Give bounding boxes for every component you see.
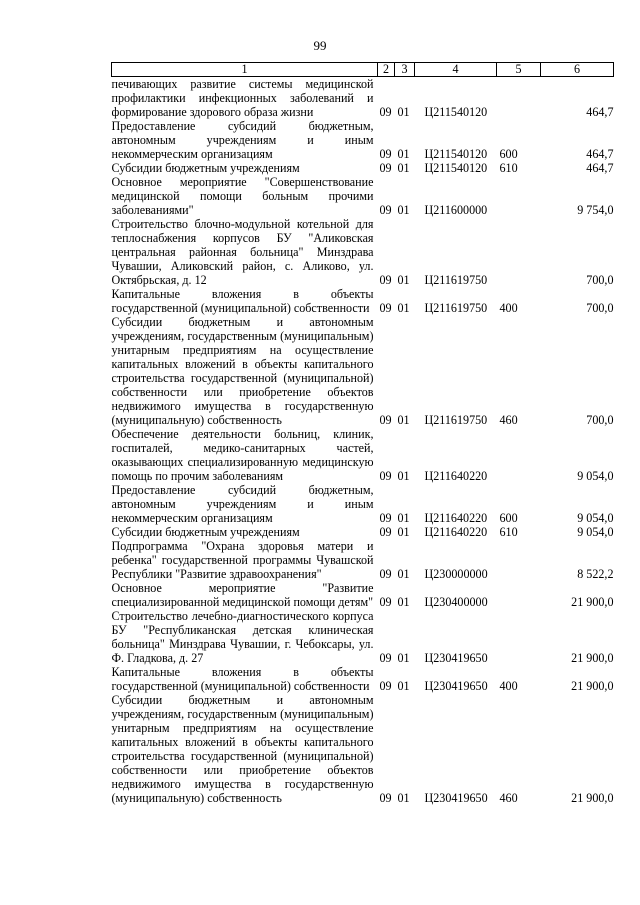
row-section: 09 (379, 105, 392, 119)
row-expense-type: 610 (499, 161, 518, 175)
row-subsection: 01 (397, 161, 410, 175)
row-name: Субсидии бюджетным и автономным учреждениям, государственным (муниципальным) унитарным предприятиям на осуществление капитальных вложений в объекты капитального строительства государственной (муниципальной) собственности или приобретение объектов недвижимого имущества в государственную (муниципальную) собственность (111, 315, 374, 427)
row-expense-type: 400 (499, 679, 518, 693)
row-subsection: 01 (397, 469, 410, 483)
table-row (112, 609, 614, 665)
row-name: Капитальные вложения в объекты государственной (муниципальной) собственности (111, 287, 374, 315)
row-target-article: Ц211640220 (424, 511, 488, 525)
row-name: Субсидии бюджетным и автономным учреждениям, государственным (муниципальным) унитарным предприятиям на осуществление капитальных вложений в объекты капитального строительства государственной (муниципальной) собственности или приобретение объектов недвижимого имущества в государственную (муниципальную) собственность (111, 693, 374, 805)
row-expense-type: 460 (499, 791, 518, 805)
row-section: 09 (379, 273, 392, 287)
row-target-article: Ц230419650 (424, 679, 488, 693)
row-target-article: Ц211540120 (424, 105, 488, 119)
row-subsection: 01 (397, 203, 410, 217)
row-subsection: 01 (397, 105, 410, 119)
row-expense-type (497, 175, 541, 217)
row-target-article: Ц230419650 (424, 791, 488, 805)
row-expense-type (497, 539, 541, 581)
row-amount: 8 522,2 (577, 567, 614, 581)
row-name: Строительство блочно-модульной котельной для теплоснабжения корпусов БУ "Аликовская центральная районная больница" Минздрава Чувашии, Аликовский район, с. Аликово, ул. Октябрьская, д. 12 (111, 217, 374, 287)
table-row (112, 539, 614, 581)
column-header-subsection: 3 (395, 63, 415, 77)
row-amount: 464,7 (586, 105, 614, 119)
row-amount: 9 054,0 (577, 525, 614, 539)
row-target-article: Ц230400000 (424, 595, 488, 609)
row-expense-type (497, 77, 541, 120)
column-header-amount: 6 (541, 63, 614, 77)
row-target-article: Ц211619750 (424, 301, 488, 315)
column-header-target-article: 4 (415, 63, 497, 77)
table-row (112, 693, 614, 805)
row-subsection: 01 (397, 413, 410, 427)
row-subsection: 01 (397, 301, 410, 315)
row-amount: 464,7 (586, 161, 614, 175)
row-name: Подпрограмма "Охрана здоровья матери и ребенка" государственной программы Чувашской Республики "Развитие здравоохранения" (111, 539, 374, 581)
row-name: печивающих развитие системы медицинской профилактики инфекционных заболеваний и формирование здорового образа жизни (111, 77, 374, 119)
row-expense-type: 600 (499, 511, 518, 525)
column-header-expense-type: 5 (497, 63, 541, 77)
row-amount: 21 900,0 (571, 679, 614, 693)
row-section: 09 (379, 595, 392, 609)
row-amount: 9 054,0 (577, 511, 614, 525)
row-target-article: Ц211640220 (424, 525, 488, 539)
row-amount: 9 054,0 (577, 469, 614, 483)
table-row (112, 581, 614, 609)
row-name: Капитальные вложения в объекты государственной (муниципальной) собственности (111, 665, 374, 693)
row-section: 09 (379, 525, 392, 539)
table-row (112, 483, 614, 525)
row-target-article: Ц211540120 (424, 161, 488, 175)
table-row (112, 287, 614, 315)
row-section: 09 (379, 161, 392, 175)
row-name: Основное мероприятие "Развитие специализированной медицинской помощи детям" (111, 581, 374, 609)
row-target-article: Ц211619750 (424, 413, 488, 427)
row-expense-type: 600 (499, 147, 518, 161)
row-amount: 700,0 (586, 301, 614, 315)
table-row (112, 315, 614, 427)
row-subsection: 01 (397, 679, 410, 693)
row-section: 09 (379, 511, 392, 525)
table-row (112, 427, 614, 483)
row-target-article: Ц211540120 (424, 147, 488, 161)
page-number: 99 (313, 38, 327, 53)
row-name: Обеспечение деятельности больниц, клиник, госпиталей, медико-санитарных частей, оказывающих специализированную медицинскую помощь по прочим заболеваниям (111, 427, 374, 483)
row-section: 09 (379, 651, 392, 665)
row-expense-type: 460 (499, 413, 518, 427)
row-target-article: Ц211619750 (424, 273, 488, 287)
table-row (112, 175, 614, 217)
row-section: 09 (379, 413, 392, 427)
table-row (112, 119, 614, 161)
row-subsection: 01 (397, 567, 410, 581)
row-amount: 700,0 (586, 413, 614, 427)
row-amount: 21 900,0 (571, 791, 614, 805)
row-name: Строительство лечебно-диагностического корпуса БУ "Республиканская детская клиническая больница" Минздрава Чувашии, г. Чебоксары, ул. Ф. Гладкова, д. 27 (111, 609, 374, 665)
row-subsection: 01 (397, 511, 410, 525)
row-amount: 464,7 (586, 147, 614, 161)
row-amount: 21 900,0 (571, 651, 614, 665)
row-subsection: 01 (397, 651, 410, 665)
row-target-article: Ц211640220 (424, 469, 488, 483)
column-header-name: 1 (112, 63, 378, 77)
row-section: 09 (379, 469, 392, 483)
row-expense-type (497, 581, 541, 609)
row-target-article: Ц230419650 (424, 651, 488, 665)
row-section: 09 (379, 147, 392, 161)
column-header-section: 2 (378, 63, 395, 77)
row-subsection: 01 (397, 525, 410, 539)
table-row (112, 665, 614, 693)
row-name: Субсидии бюджетным учреждениям (111, 161, 300, 175)
row-amount: 21 900,0 (571, 595, 614, 609)
table-row (112, 525, 614, 539)
row-name: Основное мероприятие "Совершенствование медицинской помощи больным прочими заболеваниями" (111, 175, 374, 217)
row-name: Предоставление субсидий бюджетным, автономным учреждениям и иным некоммерческим организациям (111, 483, 374, 525)
row-expense-type: 400 (499, 301, 518, 315)
table-header-row (112, 63, 614, 77)
row-expense-type: 610 (499, 525, 518, 539)
table-row (112, 217, 614, 287)
budget-table (111, 62, 614, 805)
row-subsection: 01 (397, 147, 410, 161)
row-expense-type (497, 609, 541, 665)
row-section: 09 (379, 567, 392, 581)
row-section: 09 (379, 203, 392, 217)
row-expense-type (497, 217, 541, 287)
row-section: 09 (379, 791, 392, 805)
row-section: 09 (379, 679, 392, 693)
row-target-article: Ц211600000 (424, 203, 488, 217)
row-target-article: Ц230000000 (424, 567, 488, 581)
row-amount: 700,0 (586, 273, 614, 287)
table-row (112, 161, 614, 175)
row-expense-type (497, 427, 541, 483)
table-row (112, 77, 614, 120)
row-section: 09 (379, 301, 392, 315)
row-subsection: 01 (397, 273, 410, 287)
row-name: Субсидии бюджетным учреждениям (111, 525, 300, 539)
row-subsection: 01 (397, 595, 410, 609)
row-subsection: 01 (397, 791, 410, 805)
row-amount: 9 754,0 (577, 203, 614, 217)
row-name: Предоставление субсидий бюджетным, автономным учреждениям и иным некоммерческим организациям (111, 119, 374, 161)
